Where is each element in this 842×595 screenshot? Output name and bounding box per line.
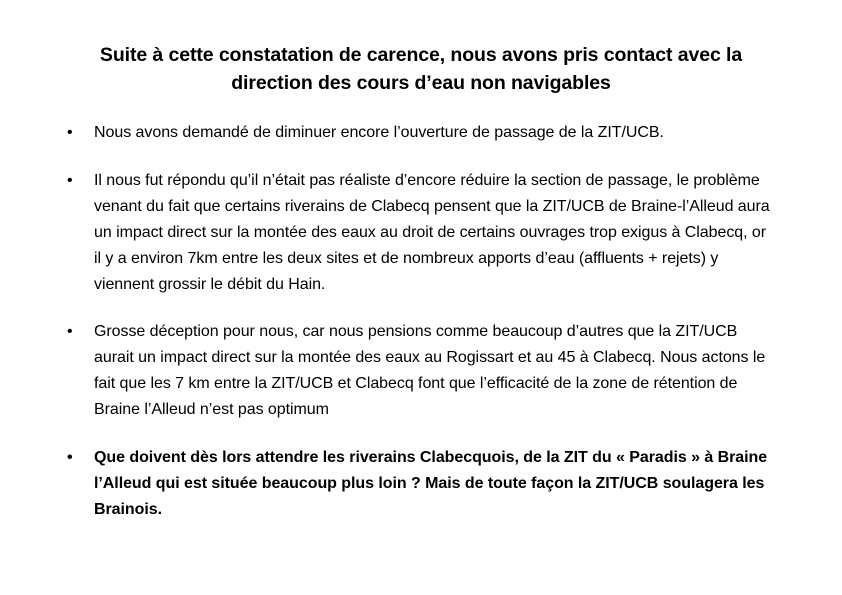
list-item-text: Grosse déception pour nous, car nous pensions comme beaucoup d’autres que la ZIT/UCB aurait un impact direct sur la montée des eaux au Rogissart et au 45 à Clabecq. Nous actons le fait que les 7 km entre la ZIT/UCB et Clabecq font que l’efficacité de la zone de rétention de Braine l’Alleud n’est pas optimum (94, 323, 766, 419)
bullet-icon: • (67, 449, 73, 467)
bullet-icon: • (67, 171, 73, 189)
page-title: Suite à cette constatation de carence, nous avons pris contact avec la direction des cours d’eau non navigables (99, 44, 743, 94)
bullet-icon: • (67, 323, 73, 341)
list-item (62, 319, 774, 423)
bullet-list (62, 120, 774, 523)
list-item (62, 120, 774, 146)
list-item (62, 168, 774, 298)
list-item-text: Que doivent dès lors attendre les riverains Clabecquois, de la ZIT du « Paradis » à Braine l’Alleud qui est située beaucoup plus loin ? Mais de toute façon la ZIT/UCB soulagera les Brainois. (94, 449, 768, 518)
list-item-text: Nous avons demandé de diminuer encore l’ouverture de passage de la ZIT/UCB. (94, 124, 664, 141)
list-item-text: Il nous fut répondu qu’il n’était pas réaliste d’encore réduire la section de passage, le problème venant du fait que certains riverains de Clabecq pensent que la ZIT/UCB de Braine-l’Alleud aura un impact direct sur la montée des eaux au droit de certains ouvrages trop exigus à Clabecq, or il y a environ 7km entre les deux sites et de nombreux apports d’eau (affluents + rejets) y viennent grossir le débit du Hain. (94, 171, 770, 293)
list-item (62, 445, 774, 523)
bullet-icon: • (67, 124, 73, 141)
